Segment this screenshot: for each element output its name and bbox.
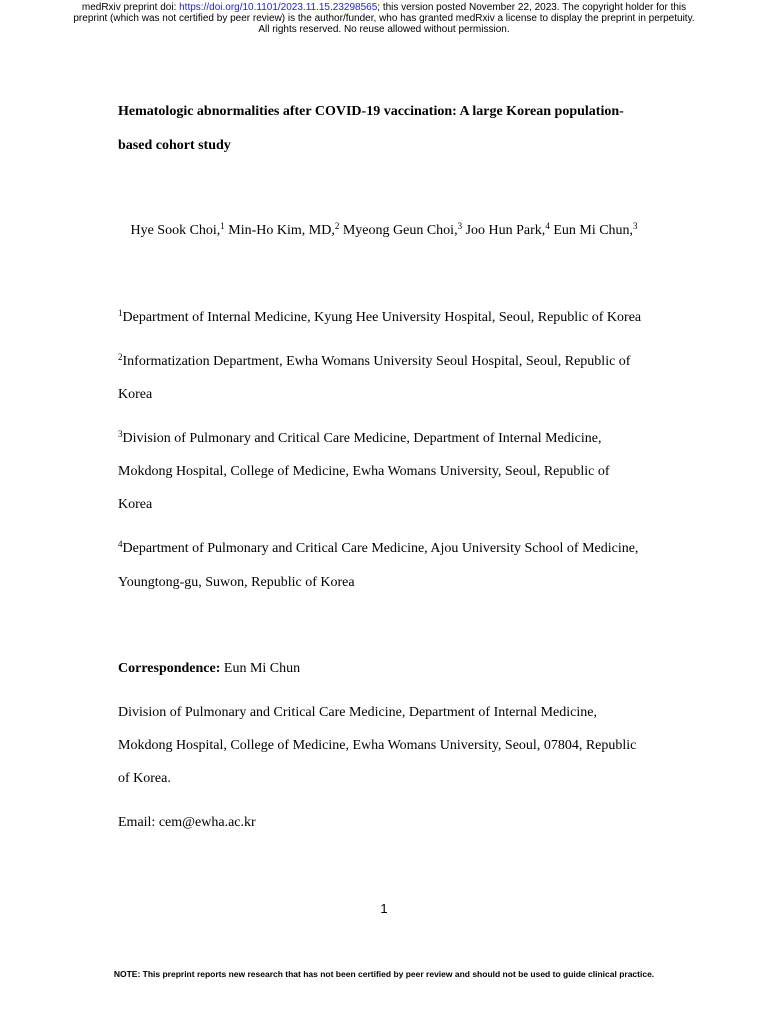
author-name: Myeong Geun Choi, [339, 223, 458, 238]
author-name: Eun Mi Chun, [549, 223, 634, 238]
affiliation-3-continued: Korea [118, 497, 153, 512]
author-list [0, 223, 768, 239]
affiliation-text: Division of Pulmonary and Critical Care Medicine, Department of Internal Medicine, [122, 431, 602, 446]
preprint-header [0, 2, 768, 35]
affiliation-3 [118, 431, 601, 447]
affiliation-2-continued: Korea [118, 387, 153, 402]
author-affiliation-mark: 3 [633, 221, 638, 231]
correspondence-name: Eun Mi Chun [220, 661, 301, 676]
author-affiliation-mark: 2 [334, 221, 340, 231]
author-affiliation-mark: 1 [220, 221, 225, 231]
affiliation-4-continued: Youngtong-gu, Suwon, Republic of Korea [118, 575, 355, 590]
affiliation-text: Department of Pulmonary and Critical Care Medicine, Ajou University School of Medicine, [122, 541, 639, 556]
affiliation-mark: 2 [118, 352, 123, 362]
header-line-2: preprint (which was not certified by peer review) is the author/funder, who has granted medRxiv a license to display the preprint in perpetuity. [73, 13, 695, 24]
doi-link[interactable]: https://doi.org/10.1101/2023.11.15.23298565 [179, 2, 378, 13]
correspondence-address-line-2: Mokdong Hospital, College of Medicine, Ewha Womans University, Seoul, 07804, Republic [118, 738, 637, 753]
header-line-1 [0, 2, 768, 13]
affiliation-4 [118, 541, 638, 557]
affiliation-2 [118, 354, 630, 370]
affiliation-text: Department of Internal Medicine, Kyung Hee University Hospital, Seoul, Republic of Korea [122, 310, 642, 325]
affiliation-3-continued: Mokdong Hospital, College of Medicine, Ewha Womans University, Seoul, Republic of [118, 464, 610, 479]
author-affiliation-mark: 4 [545, 221, 550, 231]
author-affiliation-mark: 3 [457, 221, 463, 231]
correspondence-address-line-1: Division of Pulmonary and Critical Care Medicine, Department of Internal Medicine, [118, 705, 597, 720]
correspondence [118, 661, 300, 677]
affiliation-mark: 1 [118, 308, 123, 318]
correspondence-email: Email: cem@ewha.ac.kr [118, 815, 256, 830]
page-number: 1 [380, 901, 388, 916]
footer-note: NOTE: This preprint reports new research that has not been certified by peer review and should not be used to guide clinical practice. [113, 969, 655, 979]
header-doi-label: medRxiv preprint doi: [81, 2, 180, 13]
affiliation-mark: 3 [118, 429, 123, 439]
affiliation-mark: 4 [118, 539, 123, 549]
author-name: Joo Hun Park, [462, 223, 546, 238]
header-version-text: ; this version posted November 22, 2023. The copyright holder for this [377, 2, 687, 13]
author-name: Hye Sook Choi, [130, 223, 221, 238]
author-name: Min-Ho Kim, MD, [224, 223, 335, 238]
correspondence-address-line-3: of Korea. [118, 771, 171, 786]
header-line-3: All rights reserved. No reuse allowed without permission. [258, 24, 510, 35]
correspondence-label: Correspondence: [118, 661, 221, 676]
affiliation-1 [118, 310, 641, 326]
affiliation-text: Informatization Department, Ewha Womans University Seoul Hospital, Seoul, Republic of [122, 354, 631, 369]
paper-title-line-2: based cohort study [118, 138, 231, 153]
paper-title-line-1: Hematologic abnormalities after COVID-19 vaccination: A large Korean population- [118, 104, 624, 119]
